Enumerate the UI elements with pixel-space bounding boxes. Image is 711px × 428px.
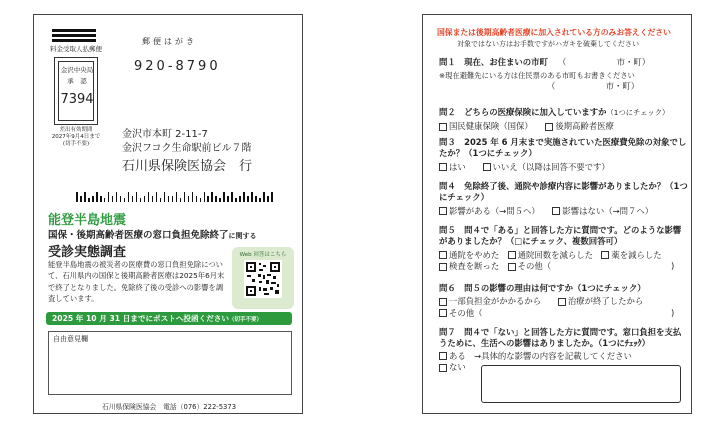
q4-option-1: 影響がある（→問５へ） (449, 205, 536, 216)
q5-label: 問５ (439, 225, 456, 235)
q4-checkbox-2[interactable] (552, 207, 560, 215)
barcode-bar (120, 196, 122, 202)
q5-checkbox-3[interactable] (601, 251, 609, 259)
subtitle-suffix: に関する (228, 232, 257, 240)
stamp-approval: 承 認 (67, 77, 87, 85)
footer-contact: 石川県保険医協会 電話（076）222-5373 (101, 403, 237, 411)
web-answer-label: Web 回答はこちら (239, 252, 287, 258)
q6-other-close: ) (671, 307, 675, 318)
q7-detail-box[interactable] (481, 365, 681, 403)
expiry-line-3: (切手不要) (62, 140, 90, 147)
barcode-bar (243, 192, 245, 202)
free-opinion-box[interactable] (48, 331, 292, 395)
question-1 (439, 57, 689, 93)
barcode-bar (128, 192, 130, 202)
barcode-bar (255, 196, 257, 202)
headline: 能登半島地震 (48, 213, 127, 228)
barcode-bar (211, 192, 213, 202)
barcode-bar (239, 196, 241, 202)
q2-checkbox-2[interactable] (545, 123, 553, 131)
barcode-bar (227, 196, 229, 202)
barcode-bar (84, 192, 86, 202)
q3-option-1: はい (449, 161, 466, 172)
eligibility-header: 国保または後期高齢者医療に加入されている方のみお答えください (437, 28, 671, 37)
barcode-bar (160, 198, 162, 202)
qr-code-icon[interactable] (244, 260, 282, 298)
subtitle (48, 227, 257, 241)
postage-label: 料金受取人払郵便 (50, 45, 102, 53)
postcard-front (33, 14, 303, 414)
q5-option-4: 検査を断った (449, 261, 500, 272)
q6-label: 問６ (439, 283, 456, 293)
barcode-bar (104, 198, 106, 202)
barcode-bar (144, 196, 146, 202)
q1-text: 現在、お住まいの市町 (464, 57, 548, 67)
qr-panel (232, 247, 294, 309)
barcode-bar (112, 196, 114, 202)
q3-label: 問３ (439, 137, 456, 147)
q1-blank-2[interactable]: （ 市・町） (547, 81, 640, 92)
q5-checkbox-1[interactable] (439, 251, 447, 259)
barcode-bar (231, 192, 233, 202)
barcode-bar (223, 192, 225, 202)
barcode-bar (88, 198, 90, 202)
barcode-bar (136, 192, 138, 202)
postage-stamp-inner (58, 61, 94, 121)
barcode-bar (116, 192, 118, 202)
barcode-bar (96, 192, 98, 202)
q6-option-2: 治療が終了したから (567, 296, 644, 307)
expiry-line-1: 差出有効期間 (59, 127, 93, 133)
stamp-office: 金沢中央局 (60, 66, 94, 74)
barcode-bar (192, 192, 194, 202)
q5-option-2: 通院回数を減らした (517, 249, 593, 260)
question-4 (439, 181, 689, 217)
question-3 (439, 137, 689, 173)
barcode-bar (247, 196, 249, 202)
expiry-line-2: 2027年9月4日まで (51, 133, 101, 140)
barcode-bar (184, 192, 186, 202)
barcode-bar (168, 196, 170, 202)
barcode-bar (140, 198, 142, 202)
q4-text: 免除終了後、通院や診療内容に影響がありましたか？（1つにチェック） (439, 181, 688, 203)
deadline-note: （切手不要） (229, 317, 263, 323)
q2-label: 問２ (439, 107, 456, 117)
barcode-bar (156, 192, 158, 202)
q6-text: 問５の影響の理由は何ですか（1つにチェック） (464, 283, 646, 293)
q7-checkbox-2[interactable] (439, 364, 447, 372)
postcard-label: 郵便はがき (142, 37, 197, 46)
recipient-name: 石川県保険医協会 行 (122, 159, 253, 174)
barcode-bar (80, 196, 82, 202)
q6-option-1: 一部負担金がかかるから (449, 296, 542, 307)
barcode-bar (267, 196, 269, 202)
survey-title: 受診実態調査 (48, 245, 127, 260)
q5-text: 問４で「ある」と回答した方に質問です。どのような影響がありましたか？（□にチェック、複数回答可） (439, 225, 682, 247)
barcode-bar (132, 196, 134, 202)
barcode-bar (196, 196, 198, 202)
barcode-bar (92, 196, 94, 202)
q4-label: 問４ (439, 181, 456, 191)
q2-checkbox-1[interactable] (439, 123, 447, 131)
barcode-bar (164, 192, 166, 202)
q7-checkbox-1[interactable] (439, 352, 447, 360)
q3-checkbox-1[interactable] (439, 163, 447, 171)
barcode-bar (148, 192, 150, 202)
q5-checkbox-5[interactable] (508, 263, 516, 271)
barcode-bar (251, 192, 253, 202)
q2-option-2: 後期高齢者医療 (555, 121, 614, 132)
q2-option-1: 国民健康保険（国保） (449, 121, 529, 132)
postal-code: 920-8790 (134, 59, 221, 74)
postage-stamp-box (54, 57, 98, 125)
q6-checkbox-2[interactable] (558, 298, 566, 306)
q5-other-close: ) (671, 261, 675, 272)
barcode-bar (235, 198, 237, 202)
address-line-1: 金沢市本町 2-11-7 (122, 129, 208, 140)
barcode-bar (263, 192, 265, 202)
q5-checkbox-4[interactable] (439, 263, 447, 271)
barcode-bar (100, 196, 102, 202)
subtitle-main: 国保・後期高齢者医療の窓口負担免除終了 (48, 230, 229, 241)
barcode-bar (76, 192, 78, 202)
q6-checkbox-1[interactable] (439, 298, 447, 306)
barcode-bar (176, 192, 178, 202)
barcode-bar (219, 198, 221, 202)
q5-option-1: 通院をやめた (449, 249, 500, 260)
q4-checkbox-1[interactable] (439, 207, 447, 215)
q7-text: 問４で「ない」と回答した方に質問です。窓口負担を支払うために、生活への影響はありましたか。（1つにﾁｪｯｸ） (439, 327, 682, 349)
q3-checkbox-2[interactable] (483, 163, 491, 171)
q5-option-5: その他（ (517, 261, 552, 272)
barcode-bar (271, 192, 273, 202)
q5-checkbox-2[interactable] (508, 251, 516, 259)
question-5 (439, 225, 689, 272)
q3-text: 2025 年 6 月末まで実施されていた医療費免除の対象でしたか？（1つにチェック） (439, 137, 687, 159)
barcode-bar (180, 198, 182, 202)
q3-option-2: いいえ（以降は回答不要です） (492, 161, 610, 172)
address-line-2: 金沢フコク生命駅前ビル７階 (122, 143, 252, 154)
q4-option-2: 影響はない（→問７へ） (562, 205, 654, 216)
deadline-text: 2025 年 10 月 31 日までにポストへ投函ください (52, 314, 229, 323)
q1-note: ※現在避難先にいる方は住民票のある市町もお書きください (439, 71, 635, 81)
barcode-bar (108, 192, 110, 202)
q2-hint: （1つにチェック） (606, 108, 670, 117)
survey-body-text: 能登半島地震の被災者の医療費の窓口負担免除について、石川県内の国保と後期高齢者医療は2025年6月末で終了となりました。免除終了後の受診への影響を調査しています。 (48, 260, 225, 303)
q1-label: 問１ (439, 57, 456, 67)
eligibility-subheader: 対象ではない方はお手数ですがハガキを破棄してください (457, 40, 639, 48)
barcode-bar (207, 196, 209, 202)
q7-option-2: ない (449, 362, 466, 373)
free-opinion-label: 自由意見欄 (53, 335, 88, 343)
expiry-notice (46, 127, 106, 148)
question-6 (439, 283, 689, 319)
postage-bars (52, 29, 96, 44)
barcode-bar (124, 198, 126, 202)
barcode-bar (152, 196, 154, 202)
q6-option-3: その他（ (449, 307, 483, 318)
barcode-bar (188, 196, 190, 202)
barcode-bar (172, 196, 174, 202)
q5-option-3: 薬を減らした (611, 249, 662, 260)
q7-option-1: ある →具体的な影響の内容を記載してください (449, 350, 632, 361)
postcard-back (422, 14, 692, 414)
barcode-bar (259, 198, 261, 202)
customer-barcode (76, 183, 286, 193)
q2-text: どちらの医療保険に加入していますか (464, 107, 607, 117)
barcode-bar (200, 198, 202, 202)
q1-blank[interactable]: （ 市・町） (562, 57, 651, 67)
stamp-number: 7394 (60, 92, 94, 107)
barcode-bar (204, 192, 206, 202)
q6-checkbox-3[interactable] (439, 309, 447, 317)
barcode-bar (215, 196, 217, 202)
question-2 (439, 107, 689, 133)
deadline-banner (46, 312, 292, 325)
q7-label: 問７ (439, 327, 456, 337)
